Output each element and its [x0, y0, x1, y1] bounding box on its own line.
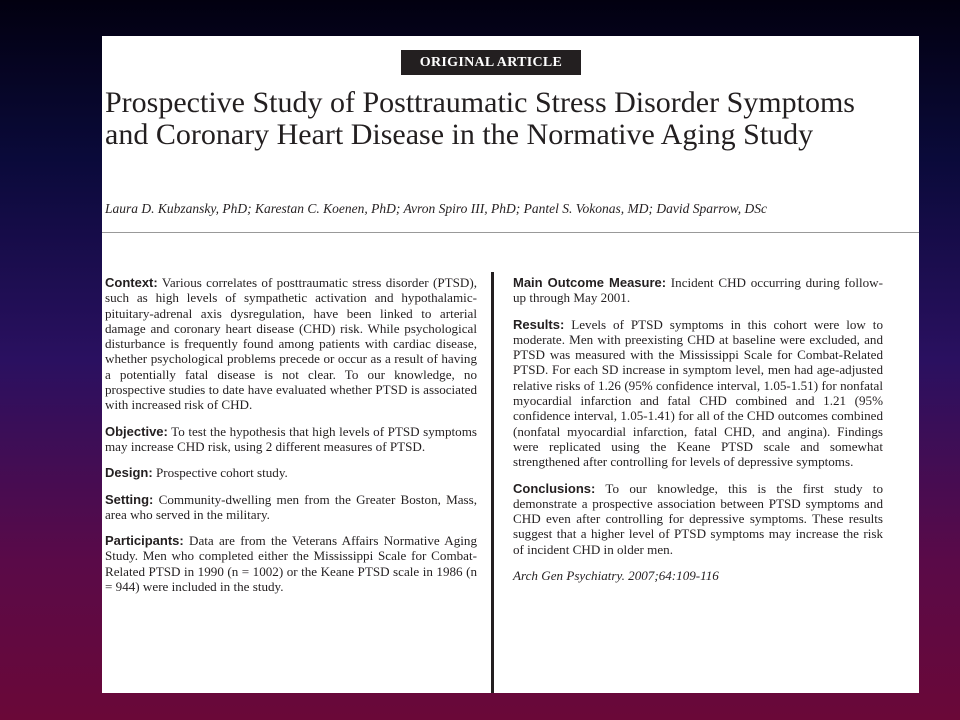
design-label: Design: [105, 465, 153, 481]
setting-section [105, 492, 477, 523]
conclusions-text: To our knowledge, this is the first study to demonstrate a prospective association between PTSD symptoms and CHD even after controlling for depressive symptoms. These results suggest that a higher level of PTSD symptoms may increase the risk of incident CHD in older men. [513, 480, 883, 557]
context-section [105, 275, 477, 413]
results-section [513, 317, 883, 470]
journal-citation: Arch Gen Psychiatry. 2007;64:109-116 [513, 568, 719, 584]
article-type-banner: ORIGINAL ARTICLE [401, 50, 581, 75]
objective-label: Objective: [105, 423, 168, 439]
objective-section [105, 424, 477, 455]
design-text: Prospective cohort study. [152, 465, 288, 481]
participants-section [105, 533, 477, 594]
setting-text: Community-dwelling men from the Greater Boston, Mass, area who served in the military. [105, 491, 477, 522]
author-list: Laura D. Kubzansky, PhD; Karestan C. Koenen, PhD; Avron Spiro III, PhD; Pantel S. Vokonas, MD; David Sparrow, DSc [105, 201, 767, 216]
abstract-right-column [513, 275, 883, 594]
outcome-label: Main Outcome Measure: [513, 275, 667, 290]
column-divider [491, 272, 494, 693]
results-label: Results: [513, 316, 565, 332]
conclusions-section [513, 481, 883, 557]
outcome-section [513, 275, 883, 306]
objective-text: To test the hypothesis that high levels of PTSD symptoms may increase CHD risk, using 2 different measures of PTSD. [105, 423, 477, 454]
abstract-left-column [105, 275, 477, 605]
context-text: Various correlates of posttraumatic stress disorder (PTSD), such as high levels of sympathetic activation and hypothalamic-pituitary-adrenal axis dysregulation, have been linked to arterial damage and coronary heart disease (CHD) risk. While psychological disturbance is frequently found among patients with cardiac disease, whether psychological problems precede or occur as a result of having a potentially fatal disease is not clear. To our knowledge, no prospective studies to date have evaluated whether PTSD is associated with increased risk of CHD. [105, 275, 477, 413]
article-page [102, 36, 919, 693]
conclusions-label: Conclusions: [513, 480, 596, 496]
outcome-text: Incident CHD occurring during follow-up through May 2001. [513, 275, 883, 306]
results-text: Levels of PTSD symptoms in this cohort were low to moderate. Men with preexisting CHD at baseline were excluded, and PTSD was measured with the Mississippi Scale for Combat-Related PTSD. For each SD increase in symptom level, men had age-adjusted relative risks of 1.26 (95% confidence interval, 1.05-1.51) for nonfatal myocardial infarction and fatal CHD combined and 1.21 (95% confidence interval, 1.05-1.41) for all of the CHD outcomes combined (nonfatal myocardial infarction, fatal CHD, and angina). Findings were replicated using the Keane PTSD scale and somewhat strengthened after controlling for levels of depressive symptoms. [513, 316, 883, 470]
participants-text: Data are from the Veterans Affairs Normative Aging Study. Men who completed either the Mississippi Scale for Combat-Related PTSD in 1990 (n = 1002) or the Keane PTSD scale in 1986 (n = 944) were included in the study. [105, 533, 477, 595]
article-title: Prospective Study of Posttraumatic Stress Disorder Symptoms and Coronary Heart Disease in the Normative Aging Study [105, 86, 855, 151]
design-section [105, 465, 477, 480]
setting-label: Setting: [105, 491, 154, 507]
header-rule [102, 232, 919, 233]
participants-label: Participants: [105, 533, 184, 549]
context-label: Context: [105, 275, 158, 290]
